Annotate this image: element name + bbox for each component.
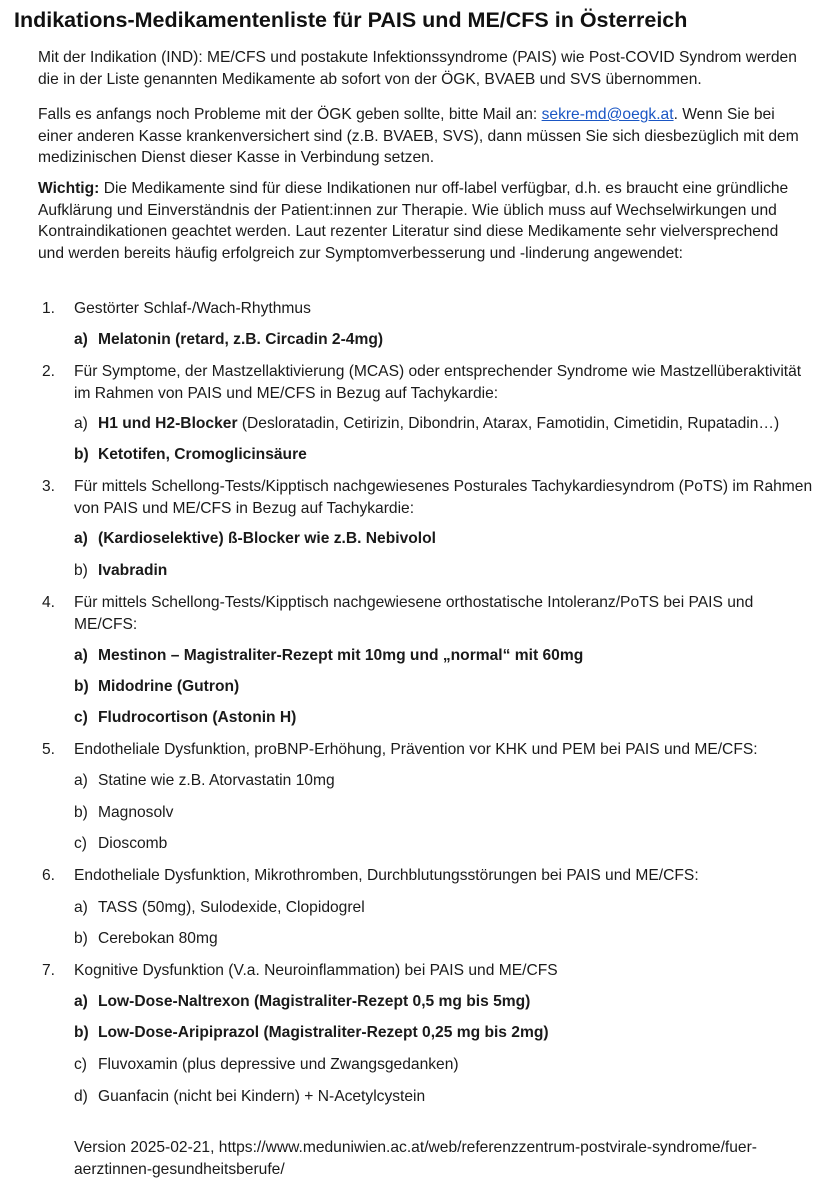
sub-item-letter: b) (74, 804, 88, 821)
sub-item (74, 707, 296, 729)
sub-item-letter: a) (74, 899, 88, 916)
sub-item-letter: d) (74, 1088, 88, 1105)
important-text: Die Medikamente sind für diese Indikationen nur off-label verfügbar, d.h. es braucht eine gründliche Aufklärung und Einverständnis der Patient:innen zur Therapie. Wie üblich muss auf Wechselwirkungen und Kontraindikationen geachtet werden. Laut rezenter Literatur sind diese Medikamente sehr vielversprechend und werden bereits häufig erfolgreich zur Symptomverbesserung und -linderung angewendet: (38, 180, 789, 262)
sub-item (74, 413, 779, 435)
sub-item-letter: a) (74, 530, 88, 547)
sub-item (74, 329, 383, 351)
list-item-text: Endotheliale Dysfunktion, Mikrothromben, Durchblutungsstörungen bei PAIS und ME/CFS: (74, 867, 699, 884)
sub-item (74, 833, 167, 855)
list-item-number: 6. (42, 867, 56, 884)
email-link[interactable]: sekre-md@oegk.at (541, 106, 674, 123)
sub-item-bold: H1 und H2-Blocker (98, 415, 238, 432)
contact-text-after: . Wenn Sie bei einer anderen Kasse krankenversichert sind (z.B. BVAEB, SVS), dann müssen Sie sich diesbezüglich mit dem medizinischen Dienst dieser Kasse in Verbindung setzen. (38, 106, 799, 166)
sub-item (74, 528, 436, 550)
list-item-text: Für mittels Schellong-Tests/Kipptisch nachgewiesene orthostatische Intoleranz/PoTS bei PAIS und ME/CFS: (74, 594, 754, 633)
list-item-text: Gestörter Schlaf-/Wach-Rhythmus (74, 300, 311, 317)
sub-item-rest: (Desloratadin, Cetirizin, Dibondrin, Atarax, Famotidin, Cimetidin, Rupatadin…) (237, 415, 780, 432)
list-item-text: Endotheliale Dysfunktion, proBNP-Erhöhung, Prävention vor KHK und PEM bei PAIS und ME/CFS: (74, 741, 758, 758)
sub-item (74, 928, 218, 950)
list-item-number: 4. (42, 594, 56, 611)
sub-item (74, 802, 173, 824)
sub-item (74, 897, 365, 919)
sub-item-bold: (Kardioselektive) ß-Blocker wie z.B. Nebivolol (98, 530, 436, 547)
sub-item-rest: Guanfacin (nicht bei Kindern) + N-Acetylcystein (98, 1088, 426, 1105)
sub-item-rest: Statine wie z.B. Atorvastatin 10mg (98, 772, 335, 789)
sub-item-rest: Fluvoxamin (plus depressive und Zwangsgedanken) (98, 1056, 459, 1073)
sub-item-rest: TASS (50mg), Sulodexide, Clopidogrel (98, 899, 365, 916)
list-item-text: Für mittels Schellong-Tests/Kipptisch nachgewiesenes Posturales Tachykardiesyndrom (PoTS) im Rahmen von PAIS und ME/CFS in Bezug auf Tachykardie: (74, 478, 813, 517)
list-item-number: 2. (42, 363, 56, 380)
sub-item-letter: a) (74, 331, 88, 348)
sub-item-letter: c) (74, 709, 88, 726)
important-label: Wichtig: (38, 180, 100, 197)
contact-paragraph (38, 104, 808, 169)
sub-item-letter: c) (74, 835, 87, 852)
sub-item (74, 1022, 549, 1044)
sub-item-rest: Cerebokan 80mg (98, 930, 218, 947)
sub-item-bold: Ivabradin (98, 562, 168, 579)
important-paragraph (38, 178, 808, 264)
list-item-number: 5. (42, 741, 56, 758)
sub-item (74, 560, 167, 582)
sub-item-letter: a) (74, 415, 88, 432)
sub-item-rest: Magnosolv (98, 804, 174, 821)
sub-item (74, 444, 307, 466)
sub-item-rest: Dioscomb (98, 835, 168, 852)
sub-item-letter: b) (74, 446, 89, 463)
sub-item (74, 645, 583, 667)
sub-item-letter: b) (74, 930, 88, 947)
sub-item (74, 1054, 459, 1076)
list-item-number: 7. (42, 962, 56, 979)
list-item-text: Kognitive Dysfunktion (V.a. Neuroinflammation) bei PAIS und ME/CFS (74, 962, 558, 979)
sub-item-bold: Fludrocortison (Astonin H) (98, 709, 297, 726)
sub-item-bold: Midodrine (Gutron) (98, 678, 240, 695)
sub-item-letter: c) (74, 1056, 87, 1073)
sub-item-letter: b) (74, 562, 88, 579)
sub-item-bold: Low-Dose-Naltrexon (Magistraliter-Rezept 0,5 mg bis 5mg) (98, 993, 531, 1010)
sub-item-bold: Mestinon – Magistraliter-Rezept mit 10mg und „normal“ mit 60mg (98, 647, 584, 664)
sub-item (74, 676, 239, 698)
sub-item-bold: Melatonin (retard, z.B. Circadin 2-4mg) (98, 331, 384, 348)
list-item-text: Für Symptome, der Mastzellaktivierung (MCAS) oder entsprechender Syndrome wie Mastzellüberaktivität im Rahmen von PAIS und ME/CFS in Bezug auf Tachykardie: (74, 363, 802, 402)
version-footer: Version 2025-02-21, https://www.meduniwien.ac.at/web/referenzzentrum-postvirale-syndrome/fuer-aerztinnen-gesundheitsberufe/ (74, 1139, 757, 1178)
sub-item (74, 991, 530, 1013)
sub-item-letter: a) (74, 772, 88, 789)
sub-item-bold: Ketotifen, Cromoglicinsäure (98, 446, 307, 463)
sub-item (74, 770, 335, 792)
sub-item-letter: a) (74, 647, 88, 664)
intro-paragraph: Mit der Indikation (IND): ME/CFS und postakute Infektionssyndrome (PAIS) wie Post-COVID Syndrom werden die in der Liste genannten Medikamente ab sofort von der ÖGK, BVAEB und SVS übernommen. (38, 49, 797, 88)
sub-item-letter: b) (74, 678, 89, 695)
sub-item (74, 1086, 425, 1108)
list-item-number: 3. (42, 478, 56, 495)
page-title: Indikations-Medikamentenliste für PAIS und ME/CFS in Österreich (14, 8, 688, 32)
contact-text-before: Falls es anfangs noch Probleme mit der ÖGK geben sollte, bitte Mail an: (38, 106, 542, 123)
list-item-number: 1. (42, 300, 56, 317)
sub-item-bold: Low-Dose-Aripiprazol (Magistraliter-Rezept 0,25 mg bis 2mg) (98, 1024, 549, 1041)
sub-item-letter: a) (74, 993, 88, 1010)
sub-item-letter: b) (74, 1024, 89, 1041)
